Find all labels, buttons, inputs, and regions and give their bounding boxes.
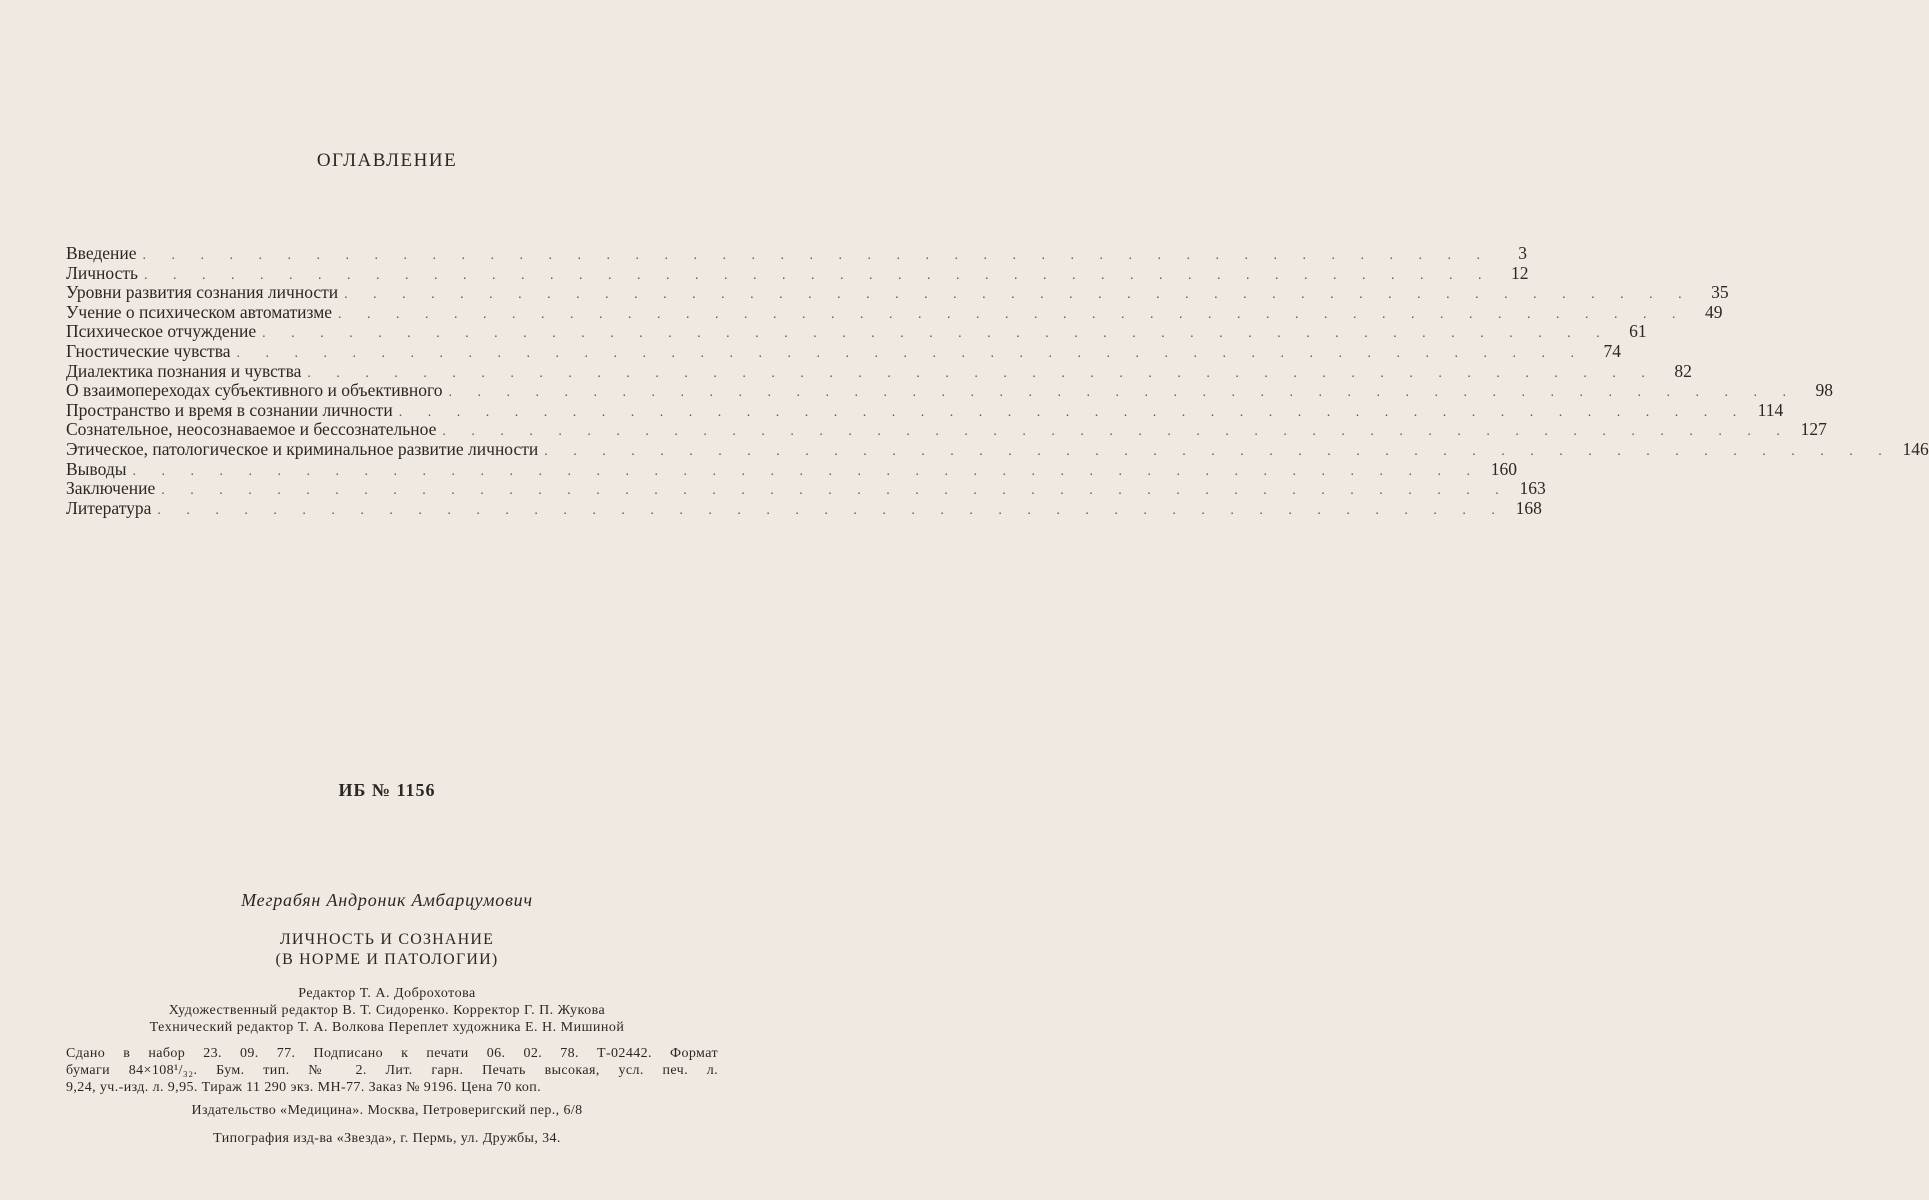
credits-tech-editor: Технический редактор Т. А. Волкова Переплет художника Е. Н. Мишиной xyxy=(149,1020,625,1035)
toc-entry-page: 168 xyxy=(1515,497,1542,518)
credits-art-editor: Художественный редактор В. Т. Сидоренко. Корректор Г. П. Жукова xyxy=(168,1003,606,1018)
toc-leader-dots: . . . . . . . . . . . . . . . . . . . . . . . . . . . . . . . . . . . . . . . . . . . . . . . xyxy=(132,463,1481,479)
toc-entry xyxy=(66,419,1827,440)
toc-entry-label: Гностические чувства xyxy=(66,340,231,361)
toc-entry-label: Пространство и время в сознании личности xyxy=(66,399,393,420)
credits-editor: Редактор Т. А. Доброхотова xyxy=(298,986,476,1001)
print-info-line: Сдано в набор 23. 09. 77. Подписано к печати 06. 02. 78. Т-02442. Формат xyxy=(66,1046,718,1061)
toc-entry-label: Введение xyxy=(66,243,137,263)
toc-entry-label: Личность xyxy=(66,262,138,283)
printer-line: Типография изд-ва «Звезда», г. Пермь, ул. Дружбы, 34. xyxy=(213,1131,561,1146)
toc-leader-dots: . . . . . . . . . . . . . . . . . . . . . . . . . . . . . . . . . . . . . . . . . . . . . . . xyxy=(142,248,1492,263)
toc-entry-label: Учение о психическом автоматизме xyxy=(66,301,333,322)
toc-entry-page: 163 xyxy=(1519,478,1546,499)
toc-list xyxy=(66,243,1929,518)
toc-leader-dots: . . . . . . . . . . . . . . . . . . . . . . . . . . . . . . . . . . . . . . . . . . . . . . . xyxy=(544,443,1893,459)
ib-number: ИБ № 1156 xyxy=(338,780,436,800)
toc-entry-label: Выводы xyxy=(66,458,127,479)
credits xyxy=(0,985,774,1036)
toc-entry-label: Этическое, патологическое и криминальное развитие личности xyxy=(66,438,539,459)
toc-entry-page: 114 xyxy=(1757,399,1784,420)
toc-leader-dots: . . . . . . . . . . . . . . . . . . . . . . . . . . . . . . . . . . . . . . . . . . . . . . . xyxy=(236,345,1585,361)
toc-entry-label: О взаимопереходах субъективного и объективного xyxy=(66,380,443,401)
toc-entry xyxy=(66,380,1833,401)
toc-title: ОГЛАВЛЕНИЕ xyxy=(316,150,458,171)
toc-entry-page: 12 xyxy=(1510,262,1529,283)
book-title-line: ЛИЧНОСТЬ И СОЗНАНИЕ xyxy=(279,931,495,948)
toc-entry-label: Диалектика познания и чувства xyxy=(66,360,302,381)
book-title xyxy=(0,930,774,970)
print-info-line: бумаги 84×108¹/₃₂. Бум. тип. № 2. Лит. гарн. Печать высокая, усл. печ. л. xyxy=(66,1063,718,1078)
toc-entry xyxy=(66,321,1647,342)
toc-leader-dots: . . . . . . . . . . . . . . . . . . . . . . . . . . . . . . . . . . . . . . . . . . . . . . . xyxy=(344,287,1693,303)
toc-entry xyxy=(66,340,1621,362)
toc-entry xyxy=(66,360,1692,382)
author-name: Меграбян Андроник Амбарцумович xyxy=(241,890,533,910)
print-info-line: 9,24, уч.-изд. л. 9,95. Тираж 11 290 экз. МН-77. Заказ № 9196. Цена 70 коп. xyxy=(66,1080,542,1095)
toc-leader-dots: . . . . . . . . . . . . . . . . . . . . . . . . . . . . . . . . . . . . . . . . . . . . . . . xyxy=(442,424,1791,440)
toc-entry-label: Сознательное, неосознаваемое и бессознательное xyxy=(66,419,437,440)
toc-entry-page: 74 xyxy=(1603,340,1621,361)
toc-entry xyxy=(66,497,1542,519)
toc-leader-dots: . . . . . . . . . . . . . . . . . . . . . . . . . . . . . . . . . . . . . . . . . . . . . . . xyxy=(161,483,1510,499)
toc-entry-label: Заключение xyxy=(66,478,156,499)
print-info xyxy=(66,1045,718,1096)
publisher-line: Издательство «Медицина». Москва, Петроверигский пер., 6/8 xyxy=(191,1103,583,1118)
toc-entry-page: 61 xyxy=(1629,321,1647,342)
toc-leader-dots: . . . . . . . . . . . . . . . . . . . . . . . . . . . . . . . . . . . . . . . . . . . . . . . xyxy=(448,385,1797,401)
toc-entry xyxy=(66,438,1929,460)
toc-entry-label: Уровни развития сознания личности xyxy=(66,282,339,303)
publisher-info xyxy=(0,1097,774,1153)
toc-entry-page: 98 xyxy=(1815,380,1833,401)
toc-leader-dots: . . . . . . . . . . . . . . . . . . . . . . . . . . . . . . . . . . . . . . . . . . . . . . . xyxy=(307,365,1656,381)
toc-entry-label: Литература xyxy=(66,497,152,518)
toc-entry-page: 127 xyxy=(1800,419,1827,440)
toc-leader-dots: . . . . . . . . . . . . . . . . . . . . . . . . . . . . . . . . . . . . . . . . . . . . . . . xyxy=(143,267,1493,283)
toc-entry-page: 146 xyxy=(1902,438,1929,459)
toc-leader-dots: . . . . . . . . . . . . . . . . . . . . . . . . . . . . . . . . . . . . . . . . . . . . . . . xyxy=(338,306,1687,322)
toc-entry-page: 35 xyxy=(1711,282,1729,303)
toc-entry xyxy=(66,262,1529,284)
toc-entry xyxy=(66,399,1784,421)
toc-entry xyxy=(66,282,1729,303)
toc-entry-page: 49 xyxy=(1705,301,1723,322)
toc-leader-dots: . . . . . . . . . . . . . . . . . . . . . . . . . . . . . . . . . . . . . . . . . . . . . . . xyxy=(262,326,1611,342)
toc-entry xyxy=(66,458,1517,480)
toc-leader-dots: . . . . . . . . . . . . . . . . . . . . . . . . . . . . . . . . . . . . . . . . . . . . . . . xyxy=(157,502,1506,518)
book-subtitle-line: (В НОРМЕ И ПАТОЛОГИИ) xyxy=(275,951,499,968)
toc-entry-page: 160 xyxy=(1490,458,1517,479)
toc-entry-page: 82 xyxy=(1674,360,1692,381)
toc-entry xyxy=(66,478,1546,499)
toc-entry-page: 3 xyxy=(1518,243,1528,263)
toc-entry-label: Психическое отчуждение xyxy=(66,321,257,342)
toc-leader-dots: . . . . . . . . . . . . . . . . . . . . . . . . . . . . . . . . . . . . . . . . . . . . . . . xyxy=(398,404,1748,420)
toc-entry xyxy=(66,243,1528,264)
toc-entry xyxy=(66,301,1723,323)
